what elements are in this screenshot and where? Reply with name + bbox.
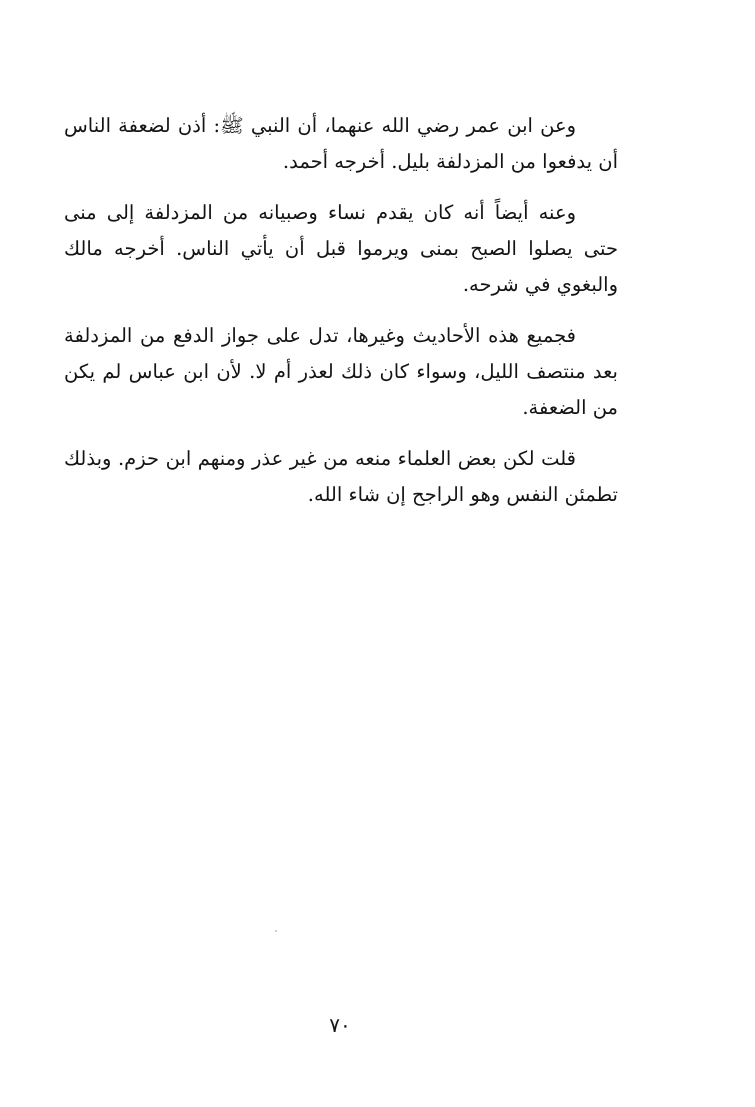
scan-speck <box>275 930 277 932</box>
paragraph-2: وعنه أيضاً أنه كان يقدم نساء وصبيانه من المزدلفة إلى منى حتى يصلوا الصبح بمنى ويرموا قبل أن يأتي الناس. أخرجه مالك والبغوي في شرحه. <box>64 201 618 296</box>
body-text <box>64 108 618 528</box>
paragraph-4: قلت لكن بعض العلماء منعه من غير عذر ومنهم ابن حزم. وبذلك تطمئن النفس وهو الراجح إن شاء الله. <box>64 447 618 506</box>
paragraph-1: وعن ابن عمر رضي الله عنهما، أن النبي ﷺ: أذن لضعفة الناس أن يدفعوا من المزدلفة بليل. أخرجه أحمد. <box>64 114 618 173</box>
paragraph-3: فجميع هذه الأحاديث وغيرها، تدل على جواز الدفع من المزدلفة بعد منتصف الليل، وسواء كان ذلك لعذر أم لا. لأن ابن عباس لم يكن من الضعفة. <box>64 324 618 419</box>
page-number: ٧٠ <box>329 1013 351 1037</box>
